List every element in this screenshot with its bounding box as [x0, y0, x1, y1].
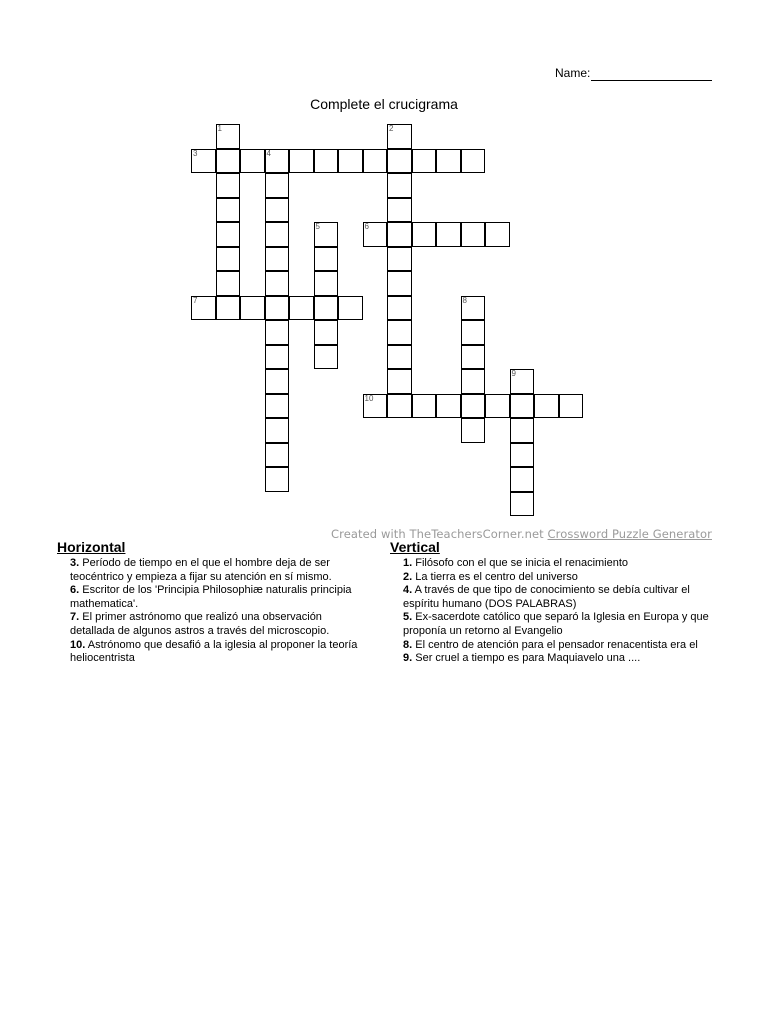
crossword-cell[interactable]: [265, 247, 290, 272]
clue-item-number: 9.: [403, 652, 413, 665]
crossword-cell[interactable]: [265, 320, 290, 345]
crossword-cell[interactable]: [289, 296, 314, 321]
crossword-cell[interactable]: [363, 222, 388, 247]
horizontal-clues: [57, 539, 362, 666]
crossword-cell[interactable]: [510, 369, 535, 394]
horizontal-heading: Horizontal: [57, 539, 126, 555]
clue-item-number: 7.: [70, 611, 80, 624]
clue-number: 3: [193, 148, 198, 158]
crossword-cell[interactable]: [387, 271, 412, 296]
clue-number: 7: [193, 295, 198, 305]
clue-item: [57, 611, 362, 638]
vertical-clues: [390, 539, 715, 666]
clue-item: [390, 611, 715, 638]
clue-item: [390, 571, 715, 585]
clue-number: 5: [315, 222, 320, 231]
clue-item: [57, 639, 362, 666]
clue-item-number: 2.: [403, 570, 413, 583]
crossword-cell[interactable]: [265, 222, 290, 247]
crossword-cell[interactable]: [412, 149, 437, 174]
clue-number: 1: [217, 124, 222, 133]
crossword-cell[interactable]: [387, 173, 412, 198]
crossword-cell[interactable]: [510, 394, 535, 419]
crossword-cell[interactable]: [461, 222, 486, 247]
crossword-cell[interactable]: [265, 443, 290, 468]
page-title: Complete el crucigrama: [310, 96, 458, 112]
crossword-cell[interactable]: [534, 394, 559, 419]
clue-item-text: El centro de atención para el pensador renacentista era el: [412, 638, 698, 651]
crossword-cell[interactable]: [314, 345, 339, 370]
crossword-cell[interactable]: [461, 394, 486, 419]
crossword-cell[interactable]: [387, 222, 412, 247]
crossword-cell[interactable]: [314, 247, 339, 272]
crossword-cell[interactable]: [265, 149, 290, 174]
horizontal-clue-list: [57, 557, 362, 666]
crossword-cell[interactable]: [314, 149, 339, 174]
crossword-cell[interactable]: [387, 296, 412, 321]
crossword-cell[interactable]: [216, 222, 241, 247]
clue-item-number: 3.: [70, 557, 80, 569]
clue-item-text: Período de tiempo en el que el hombre deja de ser teocéntrico y empieza a fijar su atención en sí mismo.: [70, 557, 332, 583]
crossword-cell[interactable]: [461, 345, 486, 370]
clue-number: 4: [266, 148, 271, 158]
crossword-cell[interactable]: [436, 149, 461, 174]
clue-item: [390, 557, 715, 571]
crossword-cell[interactable]: [387, 345, 412, 370]
crossword-cell[interactable]: [461, 320, 486, 345]
generator-link[interactable]: Crossword Puzzle Generator: [547, 527, 712, 541]
crossword-cell[interactable]: [191, 296, 216, 321]
clue-number: 10: [364, 393, 374, 403]
clue-item: [390, 639, 715, 653]
crossword-cell[interactable]: [510, 418, 535, 443]
crossword-cell[interactable]: [387, 394, 412, 419]
clue-number: 6: [364, 222, 369, 231]
crossword-cell[interactable]: [338, 296, 363, 321]
crossword-cell[interactable]: [461, 149, 486, 174]
crossword-cell[interactable]: [216, 149, 241, 174]
credit-prefix: Created with TheTeachersCorner.net: [331, 527, 548, 541]
crossword-cell[interactable]: [314, 222, 339, 247]
crossword-cell[interactable]: [265, 296, 290, 321]
crossword-cell[interactable]: [216, 296, 241, 321]
clue-item: [390, 584, 715, 611]
clue-item-number: 8.: [403, 638, 413, 651]
crossword-cell[interactable]: [216, 124, 241, 149]
clue-item: [57, 584, 362, 611]
clue-item-number: 5.: [403, 611, 413, 624]
clue-number: 9: [511, 369, 516, 378]
clue-item-number: 10.: [70, 638, 86, 651]
clue-item-number: 4.: [403, 584, 413, 597]
crossword-cell[interactable]: [436, 222, 461, 247]
crossword-cell[interactable]: [559, 394, 584, 419]
clue-item: [390, 652, 715, 666]
crossword-cell[interactable]: [314, 296, 339, 321]
crossword-cell[interactable]: [461, 418, 486, 443]
clue-item-number: 6.: [70, 584, 80, 597]
clue-item-text: Escritor de los 'Principia Philosophiæ naturalis principia mathematica'.: [70, 584, 352, 610]
crossword-cell[interactable]: [363, 149, 388, 174]
crossword-cell[interactable]: [240, 149, 265, 174]
crossword-cell[interactable]: [510, 467, 535, 492]
crossword-cell[interactable]: [265, 173, 290, 198]
crossword-cell[interactable]: [191, 149, 216, 174]
crossword-cell[interactable]: [387, 149, 412, 174]
clue-item-text: Filósofo con el que se inicia el renacimiento: [412, 557, 629, 569]
clue-item-text: La tierra es el centro del universo: [412, 570, 578, 583]
clue-number: 8: [462, 295, 467, 305]
crossword-cell[interactable]: [485, 222, 510, 247]
crossword-cell[interactable]: [387, 247, 412, 272]
crossword-cell[interactable]: [265, 198, 290, 223]
crossword-cell[interactable]: [485, 394, 510, 419]
clue-number: 2: [389, 124, 394, 133]
crossword-cell[interactable]: [387, 369, 412, 394]
crossword-cell[interactable]: [240, 296, 265, 321]
clue-item-number: 1.: [403, 557, 413, 569]
crossword-cell[interactable]: [216, 247, 241, 272]
crossword-cell[interactable]: [387, 124, 412, 149]
crossword-cell[interactable]: [338, 149, 363, 174]
crossword-cell[interactable]: [461, 296, 486, 321]
crossword-cell[interactable]: [265, 467, 290, 492]
vertical-heading: Vertical: [390, 539, 440, 555]
crossword-cell[interactable]: [314, 320, 339, 345]
crossword-cell[interactable]: [265, 271, 290, 296]
crossword-cell[interactable]: [265, 394, 290, 419]
crossword-cell[interactable]: [216, 198, 241, 223]
crossword-cell[interactable]: [510, 492, 535, 517]
crossword-cell[interactable]: [510, 443, 535, 468]
crossword-cell[interactable]: [436, 394, 461, 419]
crossword-cell[interactable]: [216, 271, 241, 296]
crossword-cell[interactable]: [265, 369, 290, 394]
crossword-cell[interactable]: [412, 222, 437, 247]
crossword-cell[interactable]: [265, 345, 290, 370]
clue-item-text: Astrónomo que desafió a la iglesia al proponer la teoría heliocentrista: [70, 638, 358, 665]
crossword-cell[interactable]: [412, 394, 437, 419]
crossword-cell[interactable]: [363, 394, 388, 419]
vertical-clue-list: [390, 557, 715, 666]
crossword-cell[interactable]: [387, 198, 412, 223]
crossword-cell[interactable]: [461, 369, 486, 394]
crossword-cell[interactable]: [387, 320, 412, 345]
clue-item-text: El primer astrónomo que realizó una observación detallada de algunos astros a través del microscopio.: [70, 611, 330, 637]
crossword-cell[interactable]: [216, 173, 241, 198]
crossword-cell[interactable]: [289, 149, 314, 174]
clue-item-text: Ex-sacerdote católico que separó la Iglesia en Europa y que proponía un retorno al Evangelio: [403, 611, 709, 637]
clue-item-text: Ser cruel a tiempo es para Maquiavelo una ....: [412, 652, 641, 665]
name-label: Name:: [555, 66, 591, 80]
clue-item: [57, 557, 362, 584]
crossword-cell[interactable]: [314, 271, 339, 296]
crossword-cell[interactable]: [265, 418, 290, 443]
clue-item-text: A través de que tipo de conocimiento se debía cultivar el espíritu humano (DOS PALABRAS): [403, 584, 690, 610]
